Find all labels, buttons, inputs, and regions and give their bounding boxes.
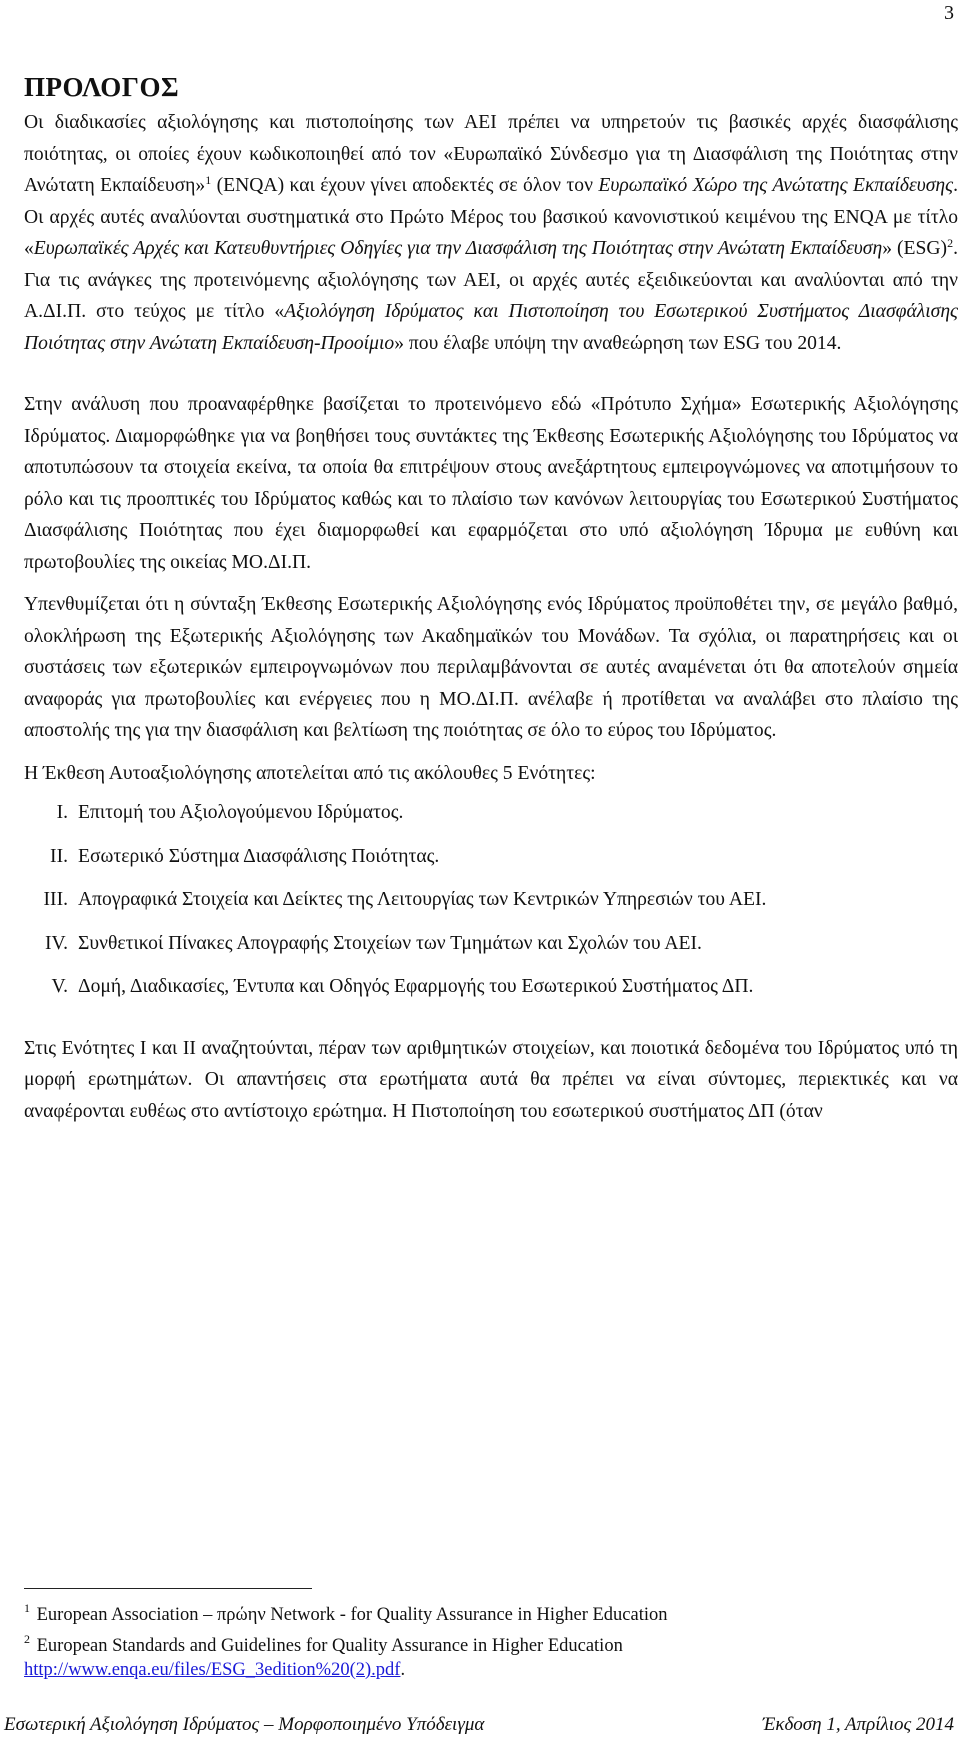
paragraph-intro	[24, 107, 958, 359]
list-item	[24, 841, 958, 873]
paragraph-units-intro: Η Έκθεση Αυτοαξιολόγησης αποτελείται από τις ακόλουθες 5 Ενότητες:	[24, 762, 596, 784]
list-item-text: Εσωτερικό Σύστημα Διασφάλισης Ποιότητας.	[78, 845, 440, 867]
paragraph-intro-text-b: (ENQA) και έχουν γίνει αποδεκτές σε όλον τον	[211, 175, 599, 196]
footnote-1	[24, 1596, 954, 1627]
page-footer	[4, 1714, 954, 1736]
list-item	[24, 971, 958, 1003]
list-item-text: Επιτομή του Αξιολογούμενου Ιδρύματος.	[78, 802, 404, 823]
footnote-text: European Standards and Guidelines for Quality Assurance in Higher Education	[36, 1636, 623, 1656]
list-item-text: Απογραφικά Στοιχεία και Δείκτες της Λειτουργίας των Κεντρικών Υπηρεσιών του ΑΕΙ.	[78, 889, 767, 910]
paragraph-intro-text-f: » που έλαβε υπόψη την αναθεώρηση των ESG του 2014.	[394, 332, 842, 354]
footnote-ref-2[interactable]: 2	[947, 236, 954, 250]
paragraph-reminder: Υπενθυμίζεται ότι η σύνταξη Έκθεσης Εσωτερικής Αξιολόγησης ενός Ιδρύματος προϋποθέτει την, σε μεγάλο βαθμό, ολοκλήρωση της Εξωτερικής Αξιολόγησης των Ακαδημαϊκών του Μονάδων. Τα σχόλια, οι παρατηρήσεις και οι συστάσεις των εξωτερικών εμπειρογνωμόνων που περιλαμβάνονται σε αυτές αναμένεται ότι θα αποτελούν σημεία αναφοράς για πρωτοβουλίες και ενέργειες που η ΜΟ.ΔΙ.Π. ανέλαβε ή προτίθεται να αναλάβει στο πλαίσιο της αποστολής της για την διασφάλιση και βελτίωση της ποιότητας σε όλο το εύρος του Ιδρύματος.	[24, 594, 958, 741]
footer-title: Εσωτερική Αξιολόγηση Ιδρύματος – Μορφοποιημένο Υπόδειγμα	[4, 1714, 485, 1735]
page-title: ΠΡΟΛΟΓΟΣ	[24, 72, 180, 102]
list-item-number: I.	[56, 802, 68, 823]
list-item-number: V.	[51, 976, 68, 997]
esg-link[interactable]: http://www.enqa.eu/files/ESG_3edition%20(2).pdf	[24, 1660, 401, 1680]
footnote-2	[24, 1627, 954, 1658]
footnote-text: European Association – πρώην Network - for Quality Assurance in Higher Education	[36, 1605, 668, 1625]
footnote-divider	[24, 1588, 312, 1589]
list-item-number: III.	[43, 889, 68, 910]
document-body	[24, 72, 958, 1127]
footnote-mark: 1	[24, 1601, 30, 1615]
list-item	[24, 797, 958, 829]
footnote-ref-1[interactable]: 1	[205, 173, 212, 187]
list-item-number: II.	[50, 845, 68, 867]
paragraph-intro-text-e: . Για τις ανάγκες της προτεινόμενης αξιολόγησης των ΑΕΙ, οι αρχές αυτές εξειδικεύονται και αναλύονται από την Α.ΔΙ.Π. στο τεύχος με τίτλο «	[24, 238, 958, 322]
units-list	[24, 797, 958, 1003]
paragraph-intro-emphasis-c: Ευρωπαϊκές Αρχές και Κατευθυντήριες Οδηγίες για την Διασφάλιση της Ποιότητας στην Ανώτατη Εκπαίδευση	[33, 238, 883, 259]
list-item	[24, 884, 958, 916]
list-item-text: Δομή, Διαδικασίες, Έντυπα και Οδηγός Εφαρμογής του Εσωτερικού Συστήματος ΔΠ.	[78, 976, 754, 997]
paragraph-intro-emphasis-b: Ευρωπαϊκό Χώρο της Ανώτατης Εκπαίδευσης	[598, 175, 954, 196]
list-item-number: IV.	[44, 932, 68, 954]
footer-edition: Έκδοση 1, Απρίλιος 2014	[762, 1714, 954, 1735]
list-item	[24, 928, 958, 960]
page-number: 3	[944, 2, 954, 24]
paragraph-model: Στην ανάλυση που προαναφέρθηκε βασίζεται το προτεινόμενο εδώ «Πρότυπο Σχήμα» Εσωτερικής Αξιολόγησης Ιδρύματος. Διαμορφώθηκε για να βοηθήσει τους συντάκτες της Έκθεσης Εσωτερικής Αξιολόγησης του Ιδρύματος να αποτυπώσουν τα στοιχεία εκείνα, τα οποία θα επιτρέψουν στους ανεξάρτητους εμπειρογνώμονες να αποτιμήσουν το ρόλο και τις προοπτικές του Ιδρύματος καθώς και το πλαίσιο των κανόνων λειτουργίας του Εσωτερικού Συστήματος Διασφάλισης Ποιότητας που έχει διαμορφωθεί και εφαρμόζεται στο υπό αξιολόγηση Ίδρυμα με ευθύνη και πρωτοβουλίες της οικείας ΜΟ.ΔΙ.Π.	[24, 394, 958, 573]
paragraph-intro-emphasis-e: Αξιολόγηση Ιδρύματος και Πιστοποίηση του Εσωτερικού Συστήματος Διασφάλισης Ποιότητας στην Ανώτατη Εκπαίδευση-Προοίμιο	[24, 301, 958, 354]
list-item-text: Συνθετικοί Πίνακες Απογραφής Στοιχείων των Τμημάτων και Σχολών του ΑΕΙ.	[78, 932, 702, 954]
paragraph-intro-text-c: . Οι αρχές αυτές αναλύονται συστηματικά στο Πρώτο Μέρος του βασικού κανονιστικού κειμένου της ENQA με τίτλο «	[24, 175, 958, 259]
paragraph-intro-text-a: Οι διαδικασίες αξιολόγησης και πιστοποίησης των ΑΕΙ πρέπει να υπηρετούν τις βασικές αρχές διασφάλισης ποιότητας, οι οποίες έχουν κωδικοποιηθεί από τον «Ευρωπαϊκό Σύνδεσμο για τη Διασφάλιση της Ποιότητας στην Ανώτατη Εκπαίδευση»	[24, 112, 958, 196]
paragraph-intro-text-d: » (ESG)	[882, 238, 948, 259]
paragraph-sections: Στις Ενότητες Ι και ΙΙ αναζητούνται, πέραν των αριθμητικών στοιχείων, και ποιοτικά δεδομένα του Ιδρύματος υπό τη μορφή ερωτημάτων. Οι απαντήσεις στα ερωτήματα αυτά θα πρέπει να είναι σύντομες, περιεκτικές και να αναφέρονται ευθέως στο αντίστοιχο ερώτημα. Η Πιστοποίηση του εσωτερικού συστήματος ΔΠ (όταν	[24, 1037, 958, 1122]
footnotes	[24, 1596, 954, 1682]
footnote-link-period: .	[400, 1660, 406, 1680]
footnote-mark: 2	[24, 1632, 30, 1646]
footnote-2-link-row	[24, 1658, 954, 1682]
